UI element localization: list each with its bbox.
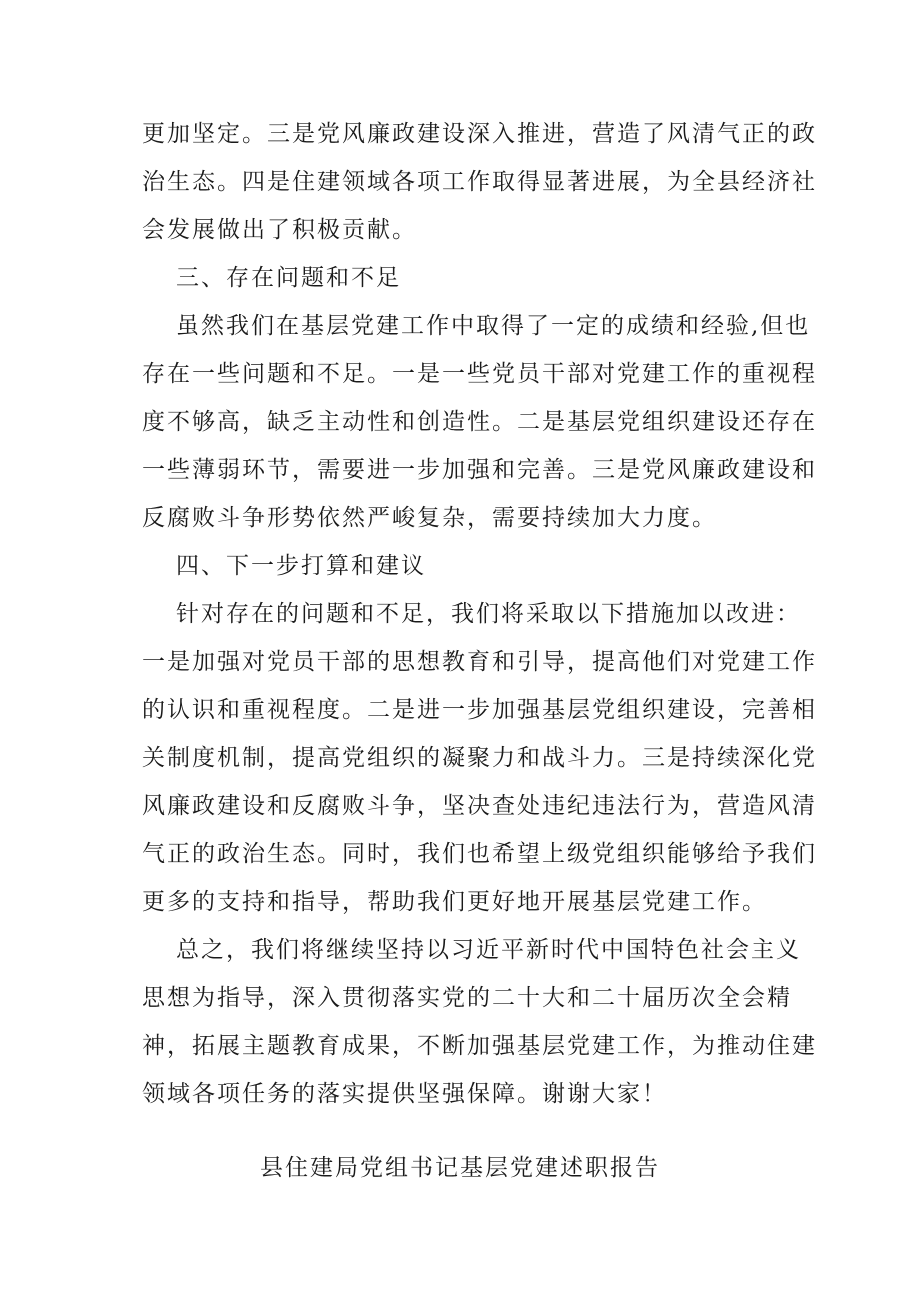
section-heading-next-steps: 四、下一步打算和建议 — [176, 553, 426, 579]
paragraph-line: 存在一些问题和不足。一是一些党员干部对党建工作的重视程 — [142, 361, 817, 387]
paragraph-line: 一些薄弱环节，需要进一步加强和完善。三是党风廉政建设和 — [142, 457, 817, 483]
section-heading-problems: 三、存在问题和不足 — [176, 265, 401, 291]
paragraph-line: 针对存在的问题和不足，我们将采取以下措施加以改进： — [176, 601, 801, 627]
paragraph-line: 更多的支持和指导，帮助我们更好地开展基层党建工作。 — [142, 889, 767, 915]
paragraph-line: 总之，我们将继续坚持以习近平新时代中国特色社会主义 — [176, 937, 801, 963]
paragraph-line: 一是加强对党员干部的思想教育和引导，提高他们对党建工作 — [142, 649, 817, 675]
paragraph-line: 的认识和重视程度。二是进一步加强基层党组织建设，完善相 — [142, 697, 817, 723]
paragraph-line: 风廉政建设和反腐败斗争，坚决查处违纪违法行为，营造风清 — [142, 793, 817, 819]
paragraph-line: 虽然我们在基层党建工作中取得了一定的成绩和经验,但也 — [176, 313, 811, 339]
paragraph-line: 气正的政治生态。同时，我们也希望上级党组织能够给予我们 — [142, 841, 817, 867]
paragraph-line: 更加坚定。三是党风廉政建设深入推进，营造了风清气正的政 — [142, 121, 817, 147]
closing-title: 县住建局党组书记基层党建述职报告 — [260, 1155, 660, 1181]
paragraph-line: 反腐败斗争形势依然严峻复杂，需要持续加大力度。 — [142, 505, 717, 531]
paragraph-line: 度不够高，缺乏主动性和创造性。二是基层党组织建设还存在 — [142, 409, 817, 435]
paragraph-line: 领域各项任务的落实提供坚强保障。谢谢大家！ — [142, 1081, 667, 1107]
paragraph-line: 关制度机制，提高党组织的凝聚力和战斗力。三是持续深化党 — [142, 745, 817, 771]
paragraph-line: 治生态。四是住建领域各项工作取得显著进展，为全县经济社 — [142, 169, 817, 195]
paragraph-line: 会发展做出了积极贡献。 — [142, 217, 417, 243]
paragraph-line: 思想为指导，深入贯彻落实党的二十大和二十届历次全会精 — [142, 985, 792, 1011]
paragraph-line: 神，拓展主题教育成果，不断加强基层党建工作，为推动住建 — [142, 1033, 817, 1059]
